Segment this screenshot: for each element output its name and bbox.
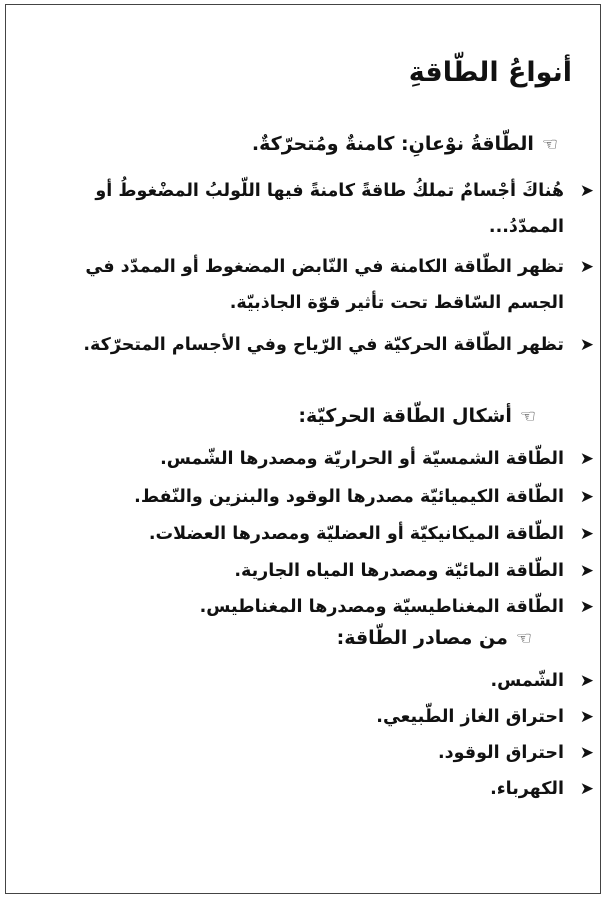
list-item (44, 327, 594, 363)
arrowhead-bullet-icon: ➤ (579, 487, 594, 507)
arrowhead-bullet-icon: ➤ (579, 524, 594, 544)
section-heading-text: أشكال الطّاقة الحركيّة: (298, 405, 512, 427)
list-item-text: الطّاقة الشمسيّة أو الحراريّة ومصدرها الشّمس. (160, 449, 564, 469)
section-heading-text: الطّاقةُ نوْعانِ: كامنةٌ ومُتحرّكةٌ. (251, 133, 534, 155)
pointing-hand-icon: ☜ (515, 628, 532, 649)
list-item (44, 589, 594, 625)
arrowhead-bullet-icon: ➤ (579, 181, 594, 201)
list-item-text: الشّمس. (490, 671, 564, 691)
section-heading-energy-types (252, 133, 558, 155)
list-item (44, 553, 594, 589)
arrowhead-bullet-icon: ➤ (579, 561, 594, 581)
list-item (44, 441, 594, 477)
list-item (44, 173, 594, 245)
list-item (44, 479, 594, 515)
list-item-text: احتراق الغاز الطّبيعي. (376, 707, 564, 727)
list-item-text: هُناكَ أجْسامٌ تملكُ طاقةً كامنةً فيها اللّولبُ المضْغوطُ أو الممدّدُ... (95, 181, 564, 237)
list-item-text: احتراق الوقود. (438, 743, 564, 763)
arrowhead-bullet-icon: ➤ (579, 779, 594, 799)
list-item-text: تظهر الطّاقة الحركيّة في الرّياح وفي الأجسام المتحرّكة. (83, 335, 564, 355)
document-page (5, 4, 601, 894)
arrowhead-bullet-icon: ➤ (579, 671, 594, 691)
arrowhead-bullet-icon: ➤ (579, 707, 594, 727)
section-heading-kinetic-forms (298, 405, 536, 427)
list-item (44, 771, 594, 807)
list-item-text: الطّاقة الميكانيكيّة أو العضليّة ومصدرها العضلات. (148, 524, 564, 544)
list-item-text: تظهر الطّاقة الكامنة في النّابض المضغوط أو الممدّد في الجسم السّاقط تحت تأثير قوّة الجاذبيّة. (85, 257, 564, 313)
arrowhead-bullet-icon: ➤ (579, 597, 594, 617)
pointing-hand-icon: ☜ (519, 406, 536, 427)
arrowhead-bullet-icon: ➤ (579, 743, 594, 763)
section-heading-text: من مصادر الطّاقة: (336, 627, 508, 649)
list-item (44, 516, 594, 552)
list-item-text: الكهرباء. (490, 779, 564, 799)
arrowhead-bullet-icon: ➤ (579, 335, 594, 355)
page-title: أنواعُ الطّاقةِ (408, 57, 572, 88)
list-item-text: الطّاقة المغناطيسيّة ومصدرها المغناطيس. (199, 597, 564, 617)
list-item (44, 249, 594, 321)
list-item-text: الطّاقة الكيميائيّة مصدرها الوقود والبنزين والنّفط. (134, 487, 564, 507)
section-heading-energy-sources (337, 627, 532, 649)
pointing-hand-icon: ☜ (541, 134, 558, 155)
arrowhead-bullet-icon: ➤ (579, 449, 594, 469)
list-item-text: الطّاقة المائيّة ومصدرها المياه الجارية. (234, 561, 564, 581)
arrowhead-bullet-icon: ➤ (579, 257, 594, 277)
list-item (44, 735, 594, 771)
list-item (44, 699, 594, 735)
list-item (44, 663, 594, 699)
